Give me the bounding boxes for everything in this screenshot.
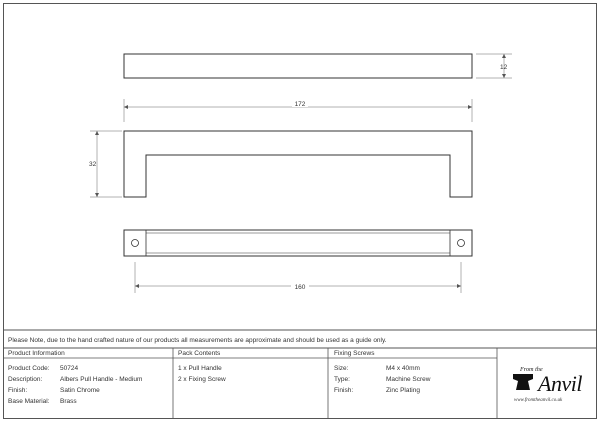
dim-12-arrow-top xyxy=(502,54,506,58)
dim-12-arrow-bottom xyxy=(502,74,506,78)
drawing-frame xyxy=(4,4,597,419)
dim-160-arrow-left xyxy=(135,284,139,288)
dim-172-arrow-left xyxy=(124,105,128,109)
product-code-label: Product Code: xyxy=(8,365,50,372)
screw-finish-label: Finish: xyxy=(334,387,354,394)
pack-contents-heading: Pack Contents xyxy=(178,350,221,357)
finish-label: Finish: xyxy=(8,387,28,394)
base-material-label: Base Material: xyxy=(8,398,50,405)
screw-hole-left xyxy=(132,240,139,247)
logo-brand: Anvil xyxy=(538,371,582,396)
screw-size-label: Size: xyxy=(334,365,349,372)
handle-bottom-view xyxy=(124,230,472,256)
logo-from-the: From the xyxy=(520,366,543,373)
dim-160-arrow-right xyxy=(457,284,461,288)
screw-type-value: Machine Screw xyxy=(386,376,431,383)
anvil-icon xyxy=(513,374,533,390)
screw-finish-value: Zinc Plating xyxy=(386,387,420,394)
pack-item: 1 x Pull Handle xyxy=(178,365,222,372)
description-label: Description: xyxy=(8,376,43,383)
handle-top-view xyxy=(124,54,472,78)
dim-172-label: 172 xyxy=(294,101,306,108)
fixing-screws-heading: Fixing Screws xyxy=(334,350,375,357)
product-info-heading: Product Information xyxy=(8,350,65,357)
description-value: Albers Pull Handle - Medium xyxy=(60,376,143,383)
dim-160-label: 160 xyxy=(294,284,306,291)
handle-side-view xyxy=(124,131,472,197)
screw-size-value: M4 x 40mm xyxy=(386,365,420,372)
dim-12-label: 12 xyxy=(500,64,508,71)
product-code-value: 50724 xyxy=(60,365,79,372)
screw-hole-right xyxy=(458,240,465,247)
screw-type-label: Type: xyxy=(334,376,350,383)
logo-url: www.fromtheanvil.co.uk xyxy=(514,398,563,403)
dim-32-arrow-bottom xyxy=(95,193,99,197)
dim-172-arrow-right xyxy=(468,105,472,109)
dim-32-arrow-top xyxy=(95,131,99,135)
measurement-note: Please Note, due to the hand crafted nature of our products all measurements are approximate and should be used as a guide only. xyxy=(8,337,387,344)
base-material-value: Brass xyxy=(60,398,77,405)
dim-32-label: 32 xyxy=(89,161,97,168)
finish-value: Satin Chrome xyxy=(60,387,100,394)
pack-item: 2 x Fixing Screw xyxy=(178,376,226,383)
